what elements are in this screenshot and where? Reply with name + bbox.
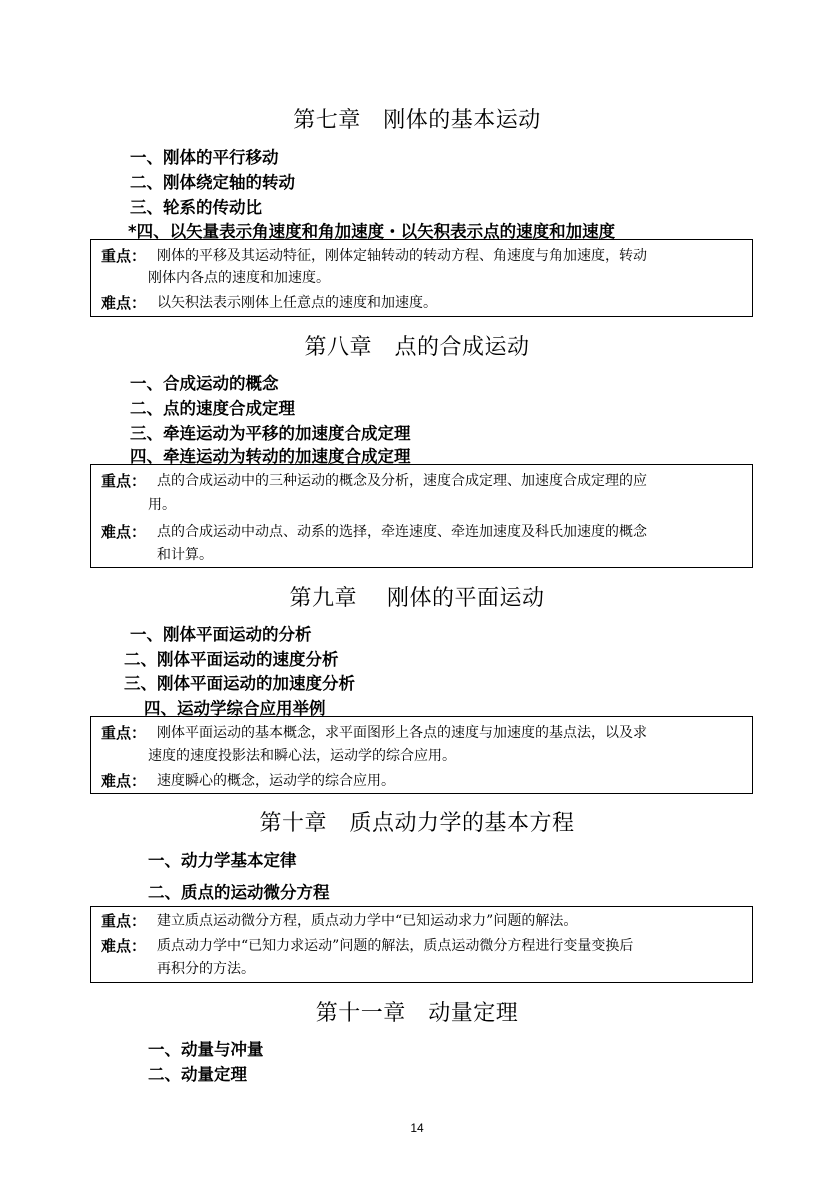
section-heading: 一、动量与冲量: [148, 1040, 264, 1059]
difficulty-label: 难点：: [101, 772, 147, 790]
key-text-line: 刚体的平移及其运动特征，刚体定轴转动的转动方程、角速度与角加速度，转动: [157, 248, 647, 264]
chapter-title: 第十一章 动量定理: [315, 1001, 519, 1026]
difficulty-text-line: 速度瞬心的概念，运动学的综合应用。: [157, 773, 395, 789]
chapter-title: 第十章 质点动力学的基本方程: [259, 811, 575, 836]
section-heading: *四、以矢量表示角速度和角加速度・以矢积表示点的速度和加速度: [128, 222, 616, 241]
section-heading: 二、刚体平面运动的速度分析: [124, 650, 339, 669]
key-points-box: [90, 716, 753, 794]
section-heading: 三、刚体平面运动的加速度分析: [124, 674, 355, 693]
chapter-title: 第九章 刚体的平面运动: [289, 586, 545, 611]
section-heading: 四、牵连运动为转动的加速度合成定理: [130, 447, 411, 466]
key-label: 重点：: [101, 912, 147, 930]
key-text-line: 点的合成运动中的三种运动的概念及分析，速度合成定理、加速度合成定理的应: [157, 473, 647, 489]
difficulty-text-line: 点的合成运动中动点、动系的选择，牵连速度、牵连加速度及科氏加速度的概念: [157, 524, 647, 540]
key-text-line: 用。: [148, 497, 176, 513]
section-heading: 三、轮系的传动比: [130, 198, 262, 217]
page-number: 14: [410, 1121, 424, 1135]
key-text-line: 刚体平面运动的基本概念，求平面图形上各点的速度与加速度的基点法，以及求: [157, 725, 647, 741]
key-label: 重点：: [101, 247, 147, 265]
difficulty-text-line: 以矢积法表示刚体上任意点的速度和加速度。: [157, 295, 437, 311]
key-points-box: [90, 239, 753, 317]
difficulty-label: 难点：: [101, 937, 147, 955]
key-text-line: 速度的速度投影法和瞬心法，运动学的综合应用。: [148, 748, 456, 764]
difficulty-text-line: 质点动力学中“已知力求运动”问题的解法，质点运动微分方程进行变量变换后: [157, 938, 634, 954]
difficulty-text-line: 再积分的方法。: [157, 961, 255, 977]
section-heading: 一、动力学基本定律: [148, 851, 297, 870]
chapter-title: 第八章 点的合成运动: [304, 335, 530, 360]
key-label: 重点：: [101, 724, 147, 742]
key-points-box: [90, 464, 753, 568]
key-label: 重点：: [101, 472, 147, 490]
chapter-title: 第七章 刚体的基本运动: [293, 108, 541, 133]
section-heading: 二、动量定理: [148, 1065, 247, 1084]
section-heading: 三、牵连运动为平移的加速度合成定理: [130, 424, 411, 443]
key-points-box: [90, 906, 753, 983]
section-heading: 二、质点的运动微分方程: [148, 883, 330, 902]
section-heading: 一、合成运动的概念: [130, 374, 279, 393]
section-heading: 二、刚体绕定轴的转动: [130, 173, 295, 192]
section-heading: 二、点的速度合成定理: [130, 399, 295, 418]
difficulty-label: 难点：: [101, 523, 147, 541]
key-text-line: 刚体内各点的速度和加速度。: [148, 270, 330, 286]
difficulty-text-line: 和计算。: [157, 547, 213, 563]
key-text-line: 建立质点运动微分方程，质点动力学中“已知运动求力”问题的解法。: [157, 913, 578, 929]
difficulty-label: 难点：: [101, 294, 147, 312]
section-heading: 四、运动学综合应用举例: [144, 699, 326, 718]
section-heading: 一、刚体平面运动的分析: [130, 625, 312, 644]
section-heading: 一、刚体的平行移动: [130, 148, 279, 167]
